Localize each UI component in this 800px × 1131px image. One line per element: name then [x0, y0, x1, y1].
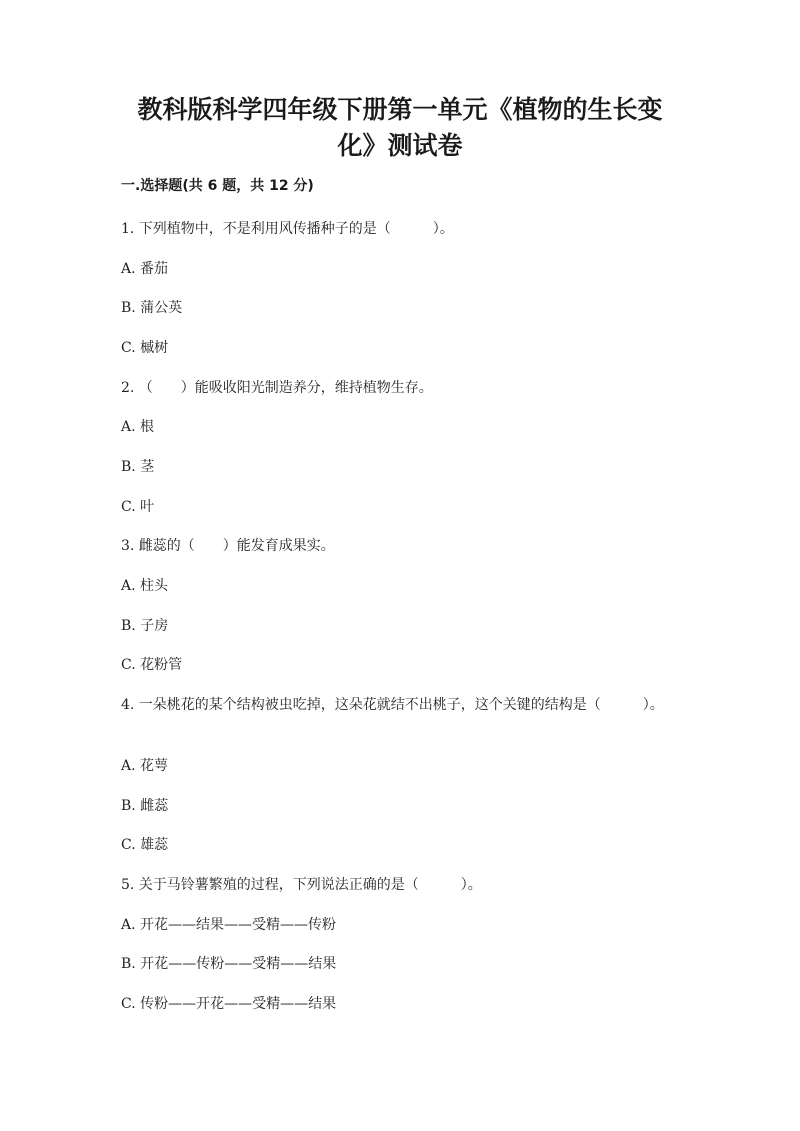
- section-heading: 一.选择题(共 6 题，共 12 分): [121, 178, 314, 194]
- question-4-stem: 4. 一朵桃花的某个结构被虫吃掉，这朵花就结不出桃子，这个关键的结构是（ ）。: [121, 697, 664, 713]
- question-1-stem: 1. 下列植物中，不是利用风传播种子的是（ ）。: [121, 221, 454, 237]
- question-5-stem: 5. 关于马铃薯繁殖的过程，下列说法正确的是（ ）。: [121, 877, 482, 893]
- question-2-option-c: C. 叶: [121, 499, 155, 515]
- question-3-option-b: B. 子房: [121, 618, 169, 634]
- question-5-option-c: C. 传粉——开花——受精——结果: [121, 996, 337, 1012]
- title-line-1: 教科版科学四年级下册第一单元《植物的生长变: [137, 95, 663, 124]
- question-2-stem: 2. （ ）能吸收阳光制造养分，维持植物生存。: [121, 380, 433, 396]
- question-1-option-c: C. 槭树: [121, 340, 169, 356]
- question-3-stem: 3. 雌蕊的（ ）能发育成果实。: [121, 538, 335, 554]
- question-4-option-b: B. 雌蕊: [121, 798, 169, 814]
- question-2-option-b: B. 茎: [121, 459, 155, 475]
- question-4-option-a: A. 花萼: [121, 758, 169, 774]
- question-4-option-c: C. 雄蕊: [121, 837, 169, 853]
- page-title: [120, 92, 680, 164]
- question-3-option-c: C. 花粉管: [121, 657, 183, 673]
- question-5-option-b: B. 开花——传粉——受精——结果: [121, 956, 337, 972]
- question-3-option-a: A. 柱头: [121, 578, 169, 594]
- question-1-option-a: A. 番茄: [121, 261, 169, 277]
- question-5-option-a: A. 开花——结果——受精——传粉: [121, 917, 337, 933]
- title-line-2: 化》测试卷: [337, 131, 463, 160]
- question-2-option-a: A. 根: [121, 419, 155, 435]
- question-1-option-b: B. 蒲公英: [121, 300, 183, 316]
